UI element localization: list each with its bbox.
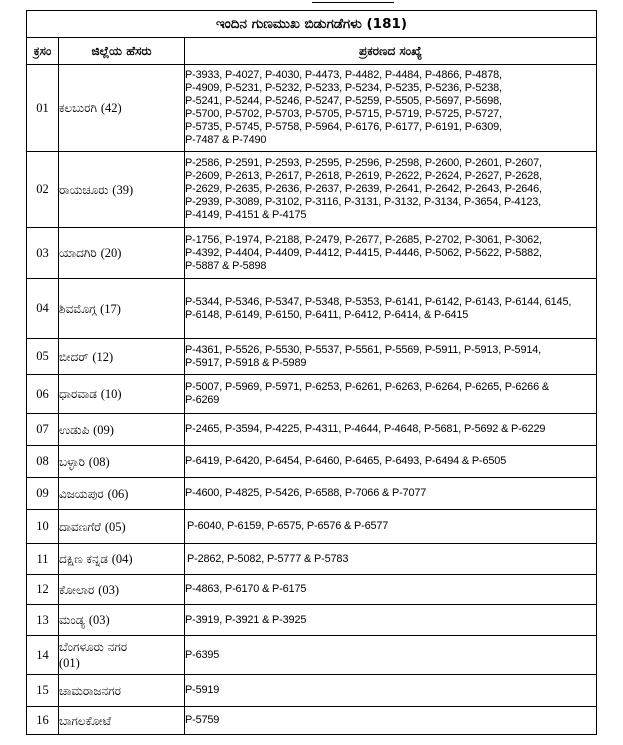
case-line: P-6395 [185,648,220,661]
case-line: P-6040, P-6159, P-6575, P-6576 & P-6577 [187,520,389,532]
serial-number: 01 [27,65,59,152]
table-row [27,605,597,636]
case-line: P-4909, P-5231, P-5232, P-5233, P-5234, P-5235, P-5236, P-5238, [185,82,502,94]
district-cell [59,675,185,707]
district-name: ರಾಯಚೂರು [59,182,109,197]
serial-number: 06 [27,375,59,414]
district-count: (42) [100,101,122,115]
serial-number: 05 [27,339,59,375]
case-line: P-2609, P-2613, P-2617, P-2618, P-2619, P-2622, P-2624, P-2627, P-2628, [185,170,542,182]
case-numbers [185,510,597,544]
cases-header: ಪ್ರಕರಣದ ಸಂಖ್ಯೆ [185,38,597,65]
case-line: P-4361, P-5526, P-5530, P-5537, P-5561, P-5569, P-5911, P-5913, P-5914, [185,343,542,356]
district-name: ಕೋಲಾರ [59,582,95,597]
district-cell [59,414,185,446]
district-count: (03) [98,582,120,597]
district-cell [59,375,185,414]
case-line: P-5919 [185,684,220,696]
case-numbers [185,414,597,446]
case-line: P-7487 & P-7490 [185,134,267,146]
case-line: P-5735, P-5745, P-5758, P-5964, P-6176, P-6177, P-6191, P-6309, [185,121,502,133]
district-header: ಜಿಲ್ಲೆಯ ಹೆಸರು [59,38,185,65]
case-numbers [185,65,597,152]
serial-number: 07 [27,414,59,446]
table-row [27,707,597,735]
case-line: P-3919, P-3921 & P-3925 [185,613,307,626]
case-line: P-5700, P-5702, P-5703, P-5705, P-5715, P-5719, P-5725, P-5727, [185,108,502,120]
case-line: P-5887 & P-5898 [185,259,267,272]
serial-number: 11 [27,544,59,575]
table-row [27,675,597,707]
district-count: (10) [100,387,122,401]
table-row [27,279,597,339]
table-row [27,575,597,605]
district-count: (01) [59,656,80,670]
serial-number: 04 [27,279,59,339]
district-count: (06) [107,486,129,501]
table-row [27,339,597,375]
case-numbers [185,375,597,414]
table-row [27,478,597,510]
case-numbers [185,228,597,279]
case-numbers [185,575,597,605]
serial-number: 16 [27,707,59,735]
district-name: ಬಾಗಲಕೋಟೆ [59,713,112,728]
district-name: ಮಂಡ್ಯ [59,613,86,627]
district-count: (20) [100,246,122,260]
case-line: P-4392, P-4404, P-4409, P-4412, P-4415, P-4446, P-5062, P-5622, P-5882, [185,246,542,259]
case-line: P-3933, P-4027, P-4030, P-4473, P-4482, P-4484, P-4866, P-4878, [185,69,502,81]
district-count: (05) [104,519,126,534]
case-line: P-4863, P-6170 & P-6175 [185,583,307,595]
district-name: ಯಾದಗಿರಿ [59,246,97,260]
district-cell [59,478,185,510]
table-body [27,65,597,735]
serial-header: ಕ್ರಸಂ [27,38,59,65]
district-cell [59,446,185,478]
discharges-table [26,10,597,735]
district-count: (17) [100,301,121,316]
case-line: P-2465, P-3594, P-4225, P-4311, P-4644, P-4648, P-5681, P-5692 & P-6229 [185,423,546,435]
district-cell [59,510,185,544]
case-numbers [185,675,597,707]
serial-number: 12 [27,575,59,605]
case-line: P-5007, P-5969, P-5971, P-6253, P-6261, P-6263, P-6264, P-6265, P-6266 & [185,381,549,393]
district-count: (39) [112,182,134,197]
table-row [27,414,597,446]
district-name: ಕಲಬುರಗಿ [59,101,98,115]
district-cell [59,339,185,375]
case-numbers [185,707,597,735]
district-cell [59,575,185,605]
district-cell [59,228,185,279]
district-name: ಬೀದರ್ [59,349,89,364]
table-row [27,544,597,575]
serial-number: 15 [27,675,59,707]
case-line: P-6269 [185,394,220,406]
header-row [27,38,597,65]
district-cell [59,279,185,339]
district-count: (09) [93,422,114,437]
case-numbers [185,478,597,510]
case-numbers [185,544,597,575]
case-numbers [185,152,597,228]
district-cell [59,636,185,675]
case-line: P-2629, P-2635, P-2636, P-2637, P-2639, P-2641, P-2642, P-2643, P-2646, [185,183,542,195]
case-numbers [185,446,597,478]
district-name: ಧಾರವಾಡ [59,387,97,401]
serial-number: 14 [27,636,59,675]
table-row [27,65,597,152]
case-line: P-4600, P-4825, P-5426, P-6588, P-7066 & P-7077 [185,487,427,499]
case-line: P-5917, P-5918 & P-5989 [185,356,307,369]
district-name: ಶಿವಮೊಗ್ಗ [59,301,97,316]
case-line: P-2586, P-2591, P-2593, P-2595, P-2596, P-2598, P-2600, P-2601, P-2607, [185,157,542,169]
serial-number: 08 [27,446,59,478]
table-row [27,228,597,279]
serial-number: 13 [27,605,59,636]
case-numbers [185,605,597,636]
case-line: P-2862, P-5082, P-5777 & P-5783 [187,552,349,565]
district-name: ವಿಜಯಪುರ [59,486,104,501]
district-cell [59,544,185,575]
serial-number: 03 [27,228,59,279]
case-line: P-6148, P-6149, P-6150, P-6411, P-6412, P-6414, & P-6415 [185,308,469,321]
table-row [27,152,597,228]
case-line: P-2939, P-3089, P-3102, P-3116, P-3131, P-3132, P-3134, P-3654, P-4123, [185,196,542,208]
district-cell [59,65,185,152]
table-title: ಇಂದಿನ ಗುಣಮುಖ ಬಿಡುಗಡೆಗಳು (181) [27,11,597,38]
serial-number: 02 [27,152,59,228]
district-count: (08) [88,454,110,469]
case-numbers [185,279,597,339]
case-line: P-1756, P-1974, P-2188, P-2479, P-2677, P-2685, P-2702, P-3061, P-3062, [185,233,542,246]
table-row [27,375,597,414]
case-line: P-5344, P-5346, P-5347, P-5348, P-5353, P-6141, P-6142, P-6143, P-6144, 6145, [185,295,572,308]
district-count: (12) [92,349,114,364]
case-numbers [185,636,597,675]
district-cell [59,707,185,735]
case-line: P-5241, P-5244, P-5246, P-5247, P-5259, P-5505, P-5697, P-5698, [185,95,502,107]
district-name: ಬೆಂಗಳೂರು ನಗರ [59,640,128,654]
case-numbers [185,339,597,375]
table-row [27,446,597,478]
district-count: (03) [88,613,110,627]
district-name: ದಕ್ಷಿಣ ಕನ್ನಡ [59,552,108,566]
district-cell [59,152,185,228]
table-row [27,510,597,544]
serial-number: 10 [27,510,59,544]
top-fragment-underline [312,2,394,3]
district-count: (04) [111,552,133,566]
district-name: ಬಳ್ಳಾರಿ [59,454,85,469]
district-name: ಉಡುಪಿ [59,422,90,437]
case-line: P-5759 [185,714,220,726]
district-name: ಚಾಮರಾಜನಗರ [59,683,122,698]
district-cell [59,605,185,636]
serial-number: 09 [27,478,59,510]
district-name: ದಾವಣಗೆರೆ [59,519,102,534]
case-line: P-4149, P-4151 & P-4175 [185,209,307,221]
case-line: P-6419, P-6420, P-6454, P-6460, P-6465, P-6493, P-6494 & P-6505 [185,455,507,467]
table-row [27,636,597,675]
